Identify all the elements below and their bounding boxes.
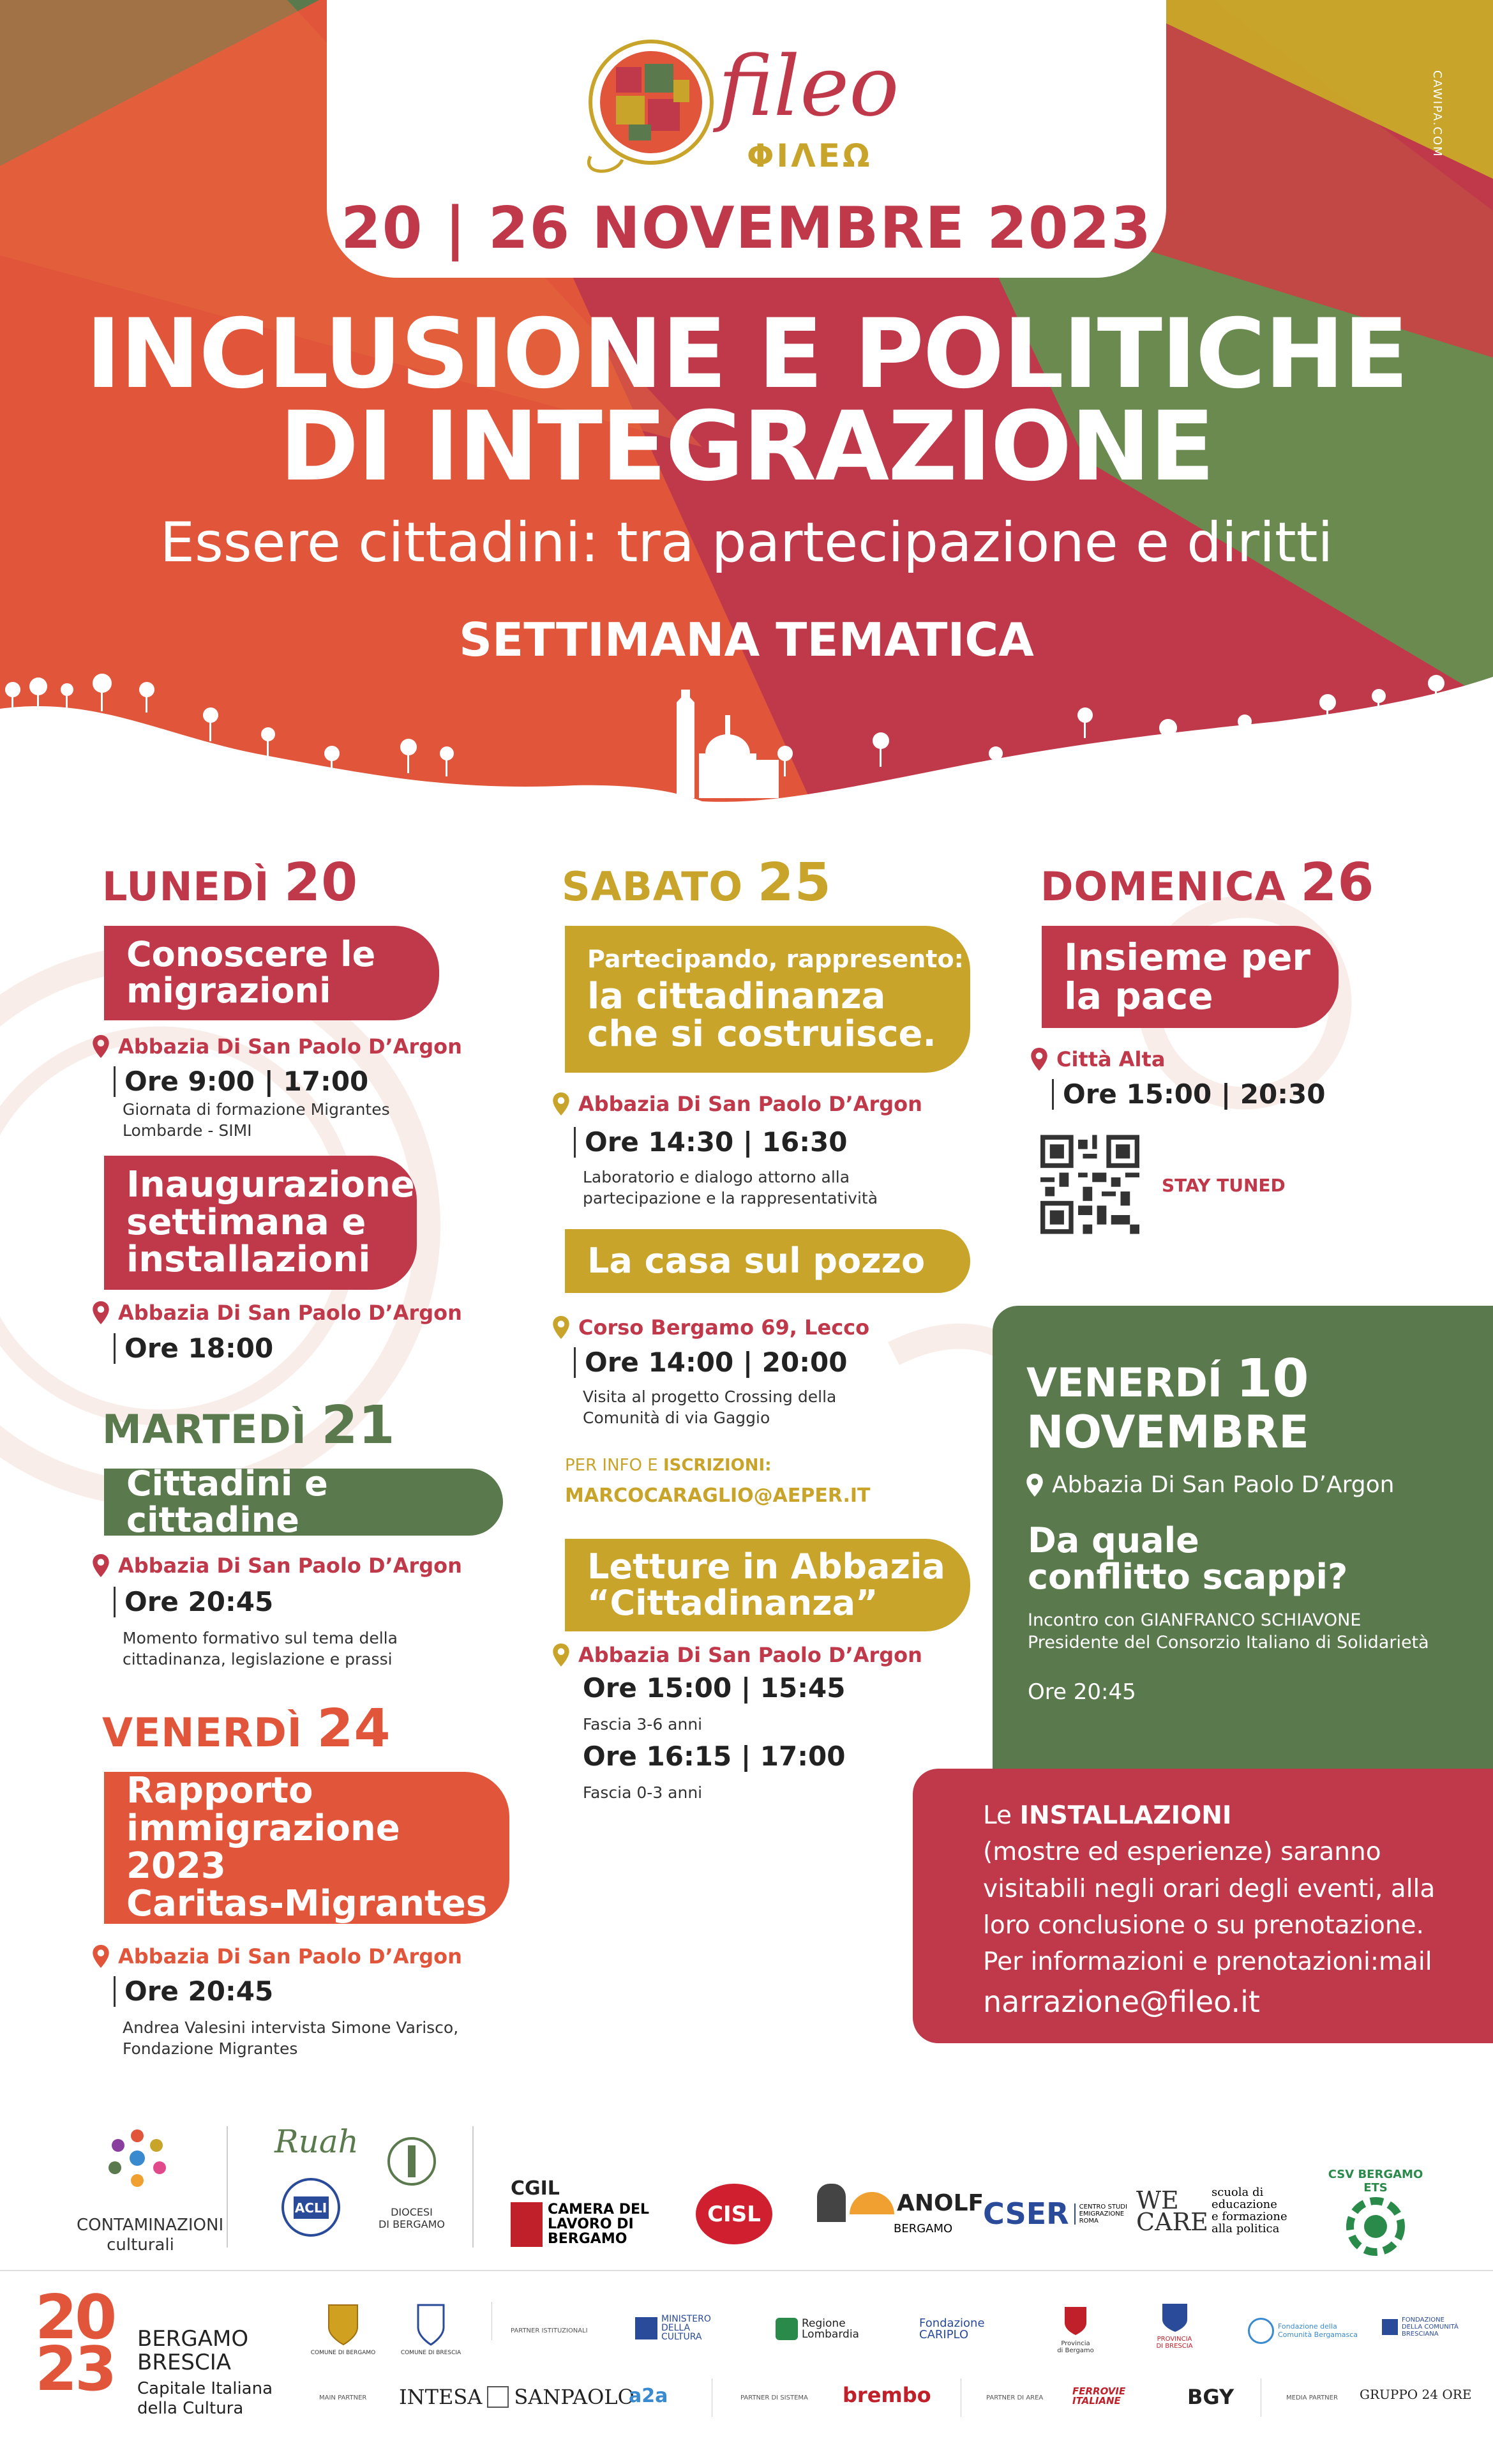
day-friday-10 <box>1026 1350 1309 1457</box>
day-tuesday-label: MARTEDÌ <box>102 1406 307 1453</box>
regione-logo <box>776 2318 859 2340</box>
event-conflitto-title: Da quale conflitto scappi? <box>1028 1520 1348 1597</box>
location-pin-icon <box>553 1316 569 1339</box>
capitale-title: BERGAMO BRESCIA <box>137 2326 249 2376</box>
info-label <box>565 1456 772 1475</box>
note-saturday-3a: Fascia 3-6 anni <box>583 1715 703 1734</box>
main-partner-label: MAIN PARTNER <box>319 2394 367 2401</box>
comune-brescia-crest-icon <box>415 2302 447 2347</box>
partner-sistema-label: PARTNER DI SISTEMA <box>740 2394 808 2401</box>
event-partecipando[interactable] <box>565 926 970 1073</box>
cariplo-logo: Fondazione CARIPLO <box>919 2317 985 2341</box>
qr-code-icon[interactable] <box>1040 1133 1139 1236</box>
acli-logo-icon <box>281 2177 341 2238</box>
wecare-logo <box>1136 2187 1287 2235</box>
location-saturday-1 <box>553 1092 922 1116</box>
gruppo24-logo: GRUPPO 24 ORE <box>1360 2387 1472 2402</box>
location-pin-icon <box>93 1554 109 1577</box>
fond-brescia-icon <box>1382 2319 1398 2335</box>
event-letture[interactable] <box>565 1539 970 1631</box>
fond-bergamo-icon <box>1248 2318 1274 2344</box>
brand-greek: ΦΙΛΕΩ <box>747 137 873 174</box>
day-monday <box>102 852 358 913</box>
main-title-line1: INCLUSIONE E POLITICHE <box>86 299 1407 410</box>
day-saturday-number: 25 <box>757 852 832 913</box>
week-label: SETTIMANA TEMATICA <box>459 613 1034 667</box>
note-monday-1: Giornata di formazione Migrantes Lombarde - SIMI <box>123 1100 390 1140</box>
info-prefix: PER INFO E <box>565 1456 663 1475</box>
wecare-sub: scuola di educazione e formazione alla politica <box>1212 2186 1287 2235</box>
sponsor-divider <box>472 2126 474 2248</box>
stay-tuned: STAY TUNED <box>1162 1175 1286 1196</box>
location-text: Abbazia Di San Paolo D’Argon <box>118 1944 462 1969</box>
location-pin-icon <box>1026 1474 1043 1497</box>
contaminazioni-logo-icon <box>96 2120 179 2216</box>
capitale-text <box>137 2327 273 2419</box>
cgil-logo <box>511 2177 649 2247</box>
anolf-logo <box>817 2184 984 2235</box>
event-partecipando-title: la cittadinanza che si costruisce. <box>587 976 936 1055</box>
cgil-label: CGIL <box>511 2177 560 2200</box>
location-pin-icon <box>553 1092 569 1115</box>
intesa-mark-icon <box>487 2386 509 2408</box>
day-sunday-number: 26 <box>1300 852 1375 913</box>
contaminazioni-label: CONTAMINAZIONI culturali <box>77 2216 224 2255</box>
location-pin-icon <box>93 1945 109 1968</box>
cser-sub: CENTRO STUDI EMIGRAZIONE ROMA <box>1074 2203 1127 2225</box>
day-friday-number: 24 <box>317 1698 391 1759</box>
capitale-year: 2023 <box>35 2283 115 2405</box>
csv-label: CSV BERGAMO ETS <box>1328 2168 1423 2195</box>
event-insieme[interactable] <box>1042 926 1339 1028</box>
event-dates: 20 | 26 NOVEMBRE 2023 <box>341 195 1152 262</box>
a2a-logo: a2a <box>629 2385 668 2407</box>
cisl-label: CISL <box>707 2201 761 2227</box>
bgy-logo: BGY <box>1187 2385 1234 2409</box>
location-pin-icon <box>93 1301 109 1324</box>
event-casa-pozzo[interactable] <box>565 1229 970 1293</box>
event-cittadini[interactable] <box>104 1463 503 1540</box>
comune-bergamo-label: COMUNE DI BERGAMO <box>310 2350 376 2356</box>
brand-wordmark: fileo <box>718 38 899 135</box>
installazioni-prefix: Le <box>983 1801 1020 1830</box>
location-monday-1 <box>93 1034 462 1059</box>
event-conoscere[interactable] <box>104 926 439 1020</box>
anolf-label: ANOLF <box>897 2189 984 2216</box>
event-insieme-title: Insieme per la pace <box>1064 935 1311 1018</box>
location-text: Abbazia Di San Paolo D’Argon <box>118 1034 462 1059</box>
day-friday-24 <box>102 1698 391 1759</box>
media-partner-label: MEDIA PARTNER <box>1286 2394 1338 2401</box>
anolf-sub: BERGAMO <box>894 2222 953 2235</box>
intesa-label: INTESA <box>399 2385 483 2409</box>
day-monday-number: 20 <box>284 852 359 913</box>
partner-istituzionali-label: PARTNER ISTITUZIONALI <box>511 2327 588 2334</box>
event-partecipando-kicker: Partecipando, rappresento: <box>587 945 964 974</box>
location-text: Abbazia Di San Paolo D’Argon <box>578 1092 922 1116</box>
info-bold: ISCRIZIONI: <box>663 1456 772 1475</box>
location-saturday-3 <box>553 1643 922 1667</box>
location-text: Abbazia Di San Paolo D’Argon <box>118 1301 462 1325</box>
diocesi-label: DIOCESI DI BERGAMO <box>378 2206 446 2230</box>
regione-rose-icon <box>776 2318 798 2340</box>
time-friday-1: Ore 20:45 <box>114 1976 273 2007</box>
fs-logo: FERROVIE ITALIANE <box>1072 2385 1126 2407</box>
day-sunday-label: DOMENICA <box>1040 863 1286 910</box>
time-sunday-1: Ore 15:00 | 20:30 <box>1052 1079 1326 1110</box>
event-casa-pozzo-title: La casa sul pozzo <box>587 1240 926 1281</box>
diocesi-logo-icon <box>386 2129 437 2200</box>
provincia-brescia-crest-icon <box>1160 2302 1189 2334</box>
location-tuesday-1 <box>93 1553 462 1578</box>
location-monday-2 <box>93 1301 462 1325</box>
fond-bergamo-label: Fondazione della Comunità Bergamasca <box>1278 2322 1358 2339</box>
event-inaugurazione-title: Inaugurazione settimana e installazioni <box>126 1163 415 1281</box>
comune-brescia-label: COMUNE DI BRESCIA <box>400 2350 461 2356</box>
day-monday-label: LUNEDÌ <box>102 863 270 910</box>
svg-text:ACLI: ACLI <box>294 2200 327 2216</box>
subtitle: Essere cittadini: tra partecipazione e diritti <box>160 511 1333 575</box>
day-tuesday-number: 21 <box>321 1395 396 1456</box>
day-tuesday <box>102 1395 396 1456</box>
day-friday-label: VENERDÌ <box>102 1709 303 1756</box>
partner-area-label: PARTNER DI AREA <box>986 2394 1044 2401</box>
location-pin-icon <box>93 1035 109 1058</box>
event-conflitto-time: Ore 20:45 <box>1028 1679 1136 1705</box>
wecare-label: WE CARE <box>1136 2186 1208 2236</box>
footer-divider <box>491 2302 492 2340</box>
day-saturday <box>562 852 832 913</box>
location-friday-1 <box>93 1944 462 1969</box>
csv-swirl-icon <box>1344 2195 1407 2258</box>
time-saturday-3b: Ore 16:15 | 17:00 <box>583 1741 846 1772</box>
location-friday-10 <box>1026 1472 1394 1498</box>
note-saturday-1: Laboratorio e dialogo attorno alla partecipazione e la rappresentatività <box>583 1168 878 1207</box>
event-rapporto-title: Rapporto immigrazione 2023 Caritas-Migrantes <box>126 1770 488 1924</box>
regione-label: Regione Lombardia <box>802 2317 859 2341</box>
note-saturday-2: Visita al progetto Crossing della Comunità di via Gaggio <box>583 1387 837 1427</box>
day-friday-10-label: VENERDÍ <box>1026 1359 1222 1406</box>
cser-label: CSER <box>983 2196 1069 2231</box>
intesa-logo <box>399 2385 634 2409</box>
brembo-logo: brembo <box>843 2383 931 2407</box>
sponsor-divider <box>227 2126 228 2248</box>
installazioni-text <box>983 1797 1435 2023</box>
event-rapporto[interactable] <box>104 1772 509 1924</box>
capitale-logo <box>35 2283 124 2405</box>
installazioni-body: (mostre ed esperienze) saranno visitabili negli orari degli eventi, alla loro conclusione o su prenotazione. Per informazioni e prenotazioni:mail <box>983 1838 1436 1977</box>
cgil-sub: CAMERA DEL LAVORO DI BERGAMO <box>548 2202 650 2248</box>
note-friday-1: Andrea Valesini intervista Simone Varisco, Fondazione Migrantes <box>123 2018 459 2058</box>
comune-bergamo-crest-icon <box>326 2302 361 2347</box>
fileo-logo-icon <box>578 29 724 176</box>
event-letture-title: Letture in Abbazia “Cittadinanza” <box>587 1546 945 1623</box>
location-text: Città Alta <box>1056 1047 1166 1071</box>
capitale-subtitle: Capitale Italiana della Cultura <box>137 2378 273 2418</box>
main-title-line2: DI INTEGRAZIONE <box>279 391 1214 503</box>
time-tuesday-1: Ore 20:45 <box>114 1587 273 1617</box>
time-saturday-2: Ore 14:00 | 20:00 <box>574 1347 848 1378</box>
note-saturday-3b: Fascia 0-3 anni <box>583 1783 703 1802</box>
info-email-link[interactable]: MARCOCARAGLIO@AEPER.IT <box>565 1485 871 1507</box>
note-tuesday-1: Momento formativo sul tema della cittadinanza, legislazione e prassi <box>123 1629 398 1668</box>
event-inaugurazione[interactable] <box>104 1156 417 1290</box>
location-pin-icon <box>1031 1048 1047 1071</box>
location-sunday-1 <box>1031 1047 1165 1071</box>
event-cittadini-title: Cittadini e cittadine <box>126 1463 328 1540</box>
provincia-bergamo-label: Provincia di Bergamo <box>1057 2340 1094 2354</box>
anolf-people-icon <box>817 2184 846 2222</box>
location-saturday-2 <box>553 1315 869 1340</box>
location-text: Corso Bergamo 69, Lecco <box>578 1315 870 1340</box>
location-text: Abbazia Di San Paolo D’Argon <box>1052 1472 1395 1498</box>
ministero-label: MINISTERO DELLA CULTURA <box>661 2314 711 2342</box>
provincia-bergamo-crest-icon <box>1063 2305 1088 2337</box>
location-pin-icon <box>553 1644 569 1667</box>
day-saturday-label: SABATO <box>562 863 744 910</box>
day-friday-10-month: NOVEMBRE <box>1026 1406 1309 1459</box>
ministero-icon <box>635 2317 657 2339</box>
cser-logo <box>983 2196 1127 2231</box>
provincia-brescia-label: PROVINCIA DI BRESCIA <box>1156 2336 1193 2350</box>
csv-logo <box>1328 2168 1423 2261</box>
cisl-logo <box>696 2184 772 2244</box>
location-text: Abbazia Di San Paolo D’Argon <box>118 1553 462 1578</box>
time-saturday-1: Ore 14:30 | 16:30 <box>574 1127 848 1158</box>
sanpaolo-label: SANPAOLO <box>514 2385 634 2409</box>
time-monday-2: Ore 18:00 <box>114 1333 273 1364</box>
fond-brescia-logo <box>1382 2317 1459 2338</box>
day-friday-10-number: 10 <box>1236 1349 1309 1409</box>
event-conoscere-title: Conoscere le migrazioni <box>126 934 376 1011</box>
side-credit: CAWIPA.COM <box>1430 70 1444 158</box>
footer-divider <box>0 2270 1493 2271</box>
installazioni-heading: INSTALLAZIONI <box>1019 1801 1232 1830</box>
installazioni-email-link[interactable]: narrazione@fileo.it <box>983 1984 1260 2019</box>
time-monday-1: Ore 9:00 | 17:00 <box>114 1066 368 1097</box>
event-conflitto-note: Incontro con GIANFRANCO SCHIAVONE Presidente del Consorzio Italiano di Solidarietà <box>1028 1610 1429 1653</box>
ruah-logo: Ruah <box>274 2123 359 2160</box>
fond-brescia-label: FONDAZIONE DELLA COMUNITÀ BRESCIANA <box>1402 2317 1459 2338</box>
time-saturday-3a: Ore 15:00 | 15:45 <box>583 1672 846 1704</box>
anolf-sun-icon <box>850 2192 894 2214</box>
location-text: Abbazia Di San Paolo D’Argon <box>578 1643 922 1667</box>
day-sunday <box>1040 852 1374 913</box>
ministero-logo <box>635 2315 711 2341</box>
fond-bergamo-logo <box>1248 2318 1358 2344</box>
cgil-flag-icon <box>511 2202 543 2247</box>
